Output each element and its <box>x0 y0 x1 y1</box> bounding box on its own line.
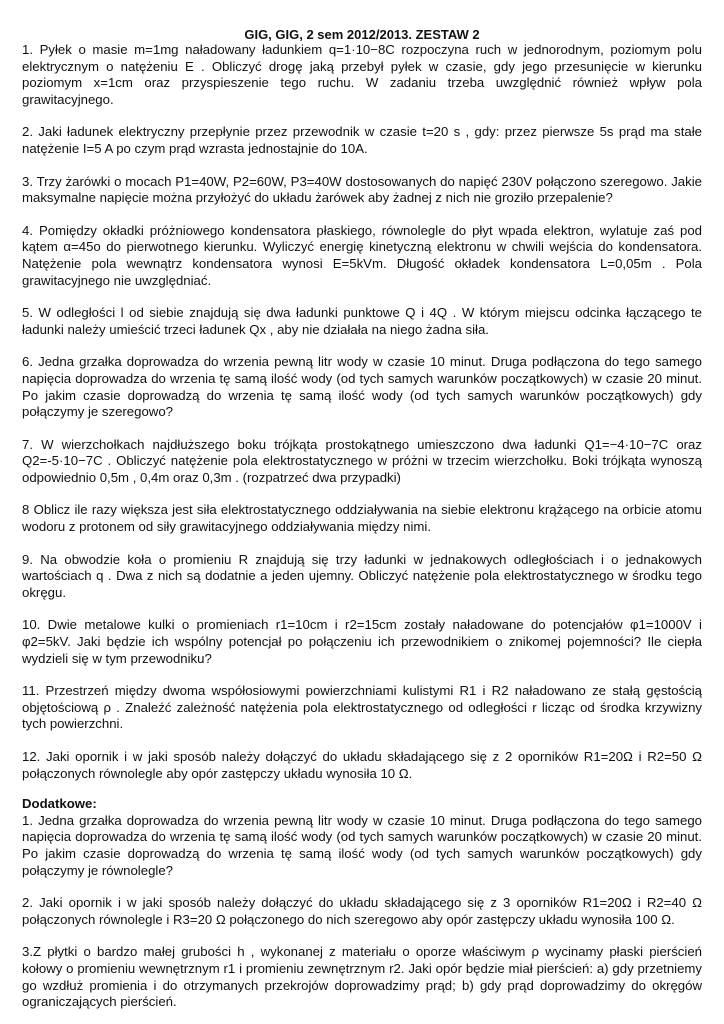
additional-problem-3: 3.Z płytki o bardzo małej grubości h , wykonanej z materiału o oporze właściwym ρ wycinamy płaski pierścień kołowy o promieniu wewnętrznym r1 i promieniu zewnętrznym r2. Jaki opór będzie miał pierścień: a) gdy przetniemy go wzdłuż promienia i do otrzymanych przekrojów doprowadzimy prąd; b) gdy prąd doprowadzimy do okręgów ograniczających pierścień. <box>22 944 702 1010</box>
problem-3: 3. Trzy żarówki o mocach P1=40W, P2=60W, P3=40W dostosowanych do napięć 230V połączono szeregowo. Jakie maksymalne napięcie można przyłożyć do układu żarówek aby żadnej z nich nie groziło przepalenie? <box>22 173 702 206</box>
problem-6: 6. Jedna grzałka doprowadza do wrzenia pewną litr wody w czasie 10 minut. Druga podłączona do tego samego napięcia doprowadza do wrzenia tę samą ilość wody (od tych samych warunków początkowych) w czasie 20 minut. Po jakim czasie doprowadzą do wrzenia tę samą ilość wody (od tych samych warunków początkowych) gdy połączymy je szeregowo? <box>22 354 702 420</box>
problem-11: 11. Przestrzeń między dwoma współosiowymi powierzchniami kulistymi R1 i R2 naładowano ze stałą gęstością objętościową ρ . Znaleźć zależność natężenia pola elektrostatycznego od odległości r licząc od środka krzywizny tych powierzchni. <box>22 683 702 732</box>
problem-10: 10. Dwie metalowe kulki o promieniach r1=10cm i r2=15cm zostały naładowane do potencjałów φ1=1000V i φ2=5kV. Jaki będzie ich wspólny potencjał po połączeniu ich przewodnikiem o znikomej pojemności? Ile ciepła wydzieli się w tym przewodniku? <box>22 617 702 666</box>
problem-2: 2. Jaki ładunek elektryczny przepłynie przez przewodnik w czasie t=20 s , gdy: przez pierwsze 5s prąd ma stałe natężenie I=5 A po czym prąd wzrasta jednostajnie do 10A. <box>22 124 702 156</box>
additional-section <box>22 796 702 1011</box>
additional-heading: Dodatkowe: <box>22 796 97 812</box>
additional-problem-1: 1. Jedna grzałka doprowadza do wrzenia pewną litr wody w czasie 10 minut. Druga podłączona do tego samego napięcia doprowadza do wrzenia tę samą ilość wody (od tych samych warunków początkowych) w czasie 20 minut. Po jakim czasie doprowadzą do wrzenia tę samą ilość wody (od tych samych warunków początkowych) gdy połączymy je równolegle? <box>22 812 702 878</box>
problem-5: 5. W odległości l od siebie znajdują się dwa ładunki punktowe Q i 4Q . W którym miejscu odcinka łączącego te ładunki należy umieścić trzeci ładunek Qx , aby nie działała na niego żadna siła. <box>22 305 702 337</box>
additional-problem-2: 2. Jaki opornik i w jaki sposób należy dołączyć do układu składającego się z 3 oporników R1=20Ω i R2=40 Ω połączonych równolegle i R3=20 Ω połączonego do nich szeregowo aby opór zastępczy układu wynosiła 100 Ω. <box>22 895 702 927</box>
problem-7: 7. W wierzchołkach najdłuższego boku trójkąta prostokątnego umieszczono dwa ładunki Q1=−4·10−7C oraz Q2=-5·10−7C . Obliczyć natężenie pola elektrostatycznego w próżni w trzecim wierzchołku. Boki trójkąta wynoszą odpowiednio 0,5m , 0,4m oraz 0,3m . (rozpatrzeć dwa przypadki) <box>22 436 702 485</box>
problem-8: 8 Oblicz ile razy większa jest siła elektrostatycznego oddziaływania na siebie elektronu krążącego na orbicie atomu wodoru z protonem od siły grawitacyjnego oddziaływania między nimi. <box>22 502 702 535</box>
problem-9: 9. Na obwodzie koła o promieniu R znajdują się trzy ładunki w jednakowych odległościach i o jednakowych wartościach q . Dwa z nich są dodatnie a jeden ujemny. Obliczyć natężenie pola elektrostatycznego w środku tego okręgu. <box>22 551 702 600</box>
problem-list <box>22 42 702 782</box>
problem-1: 1. Pyłek o masie m=1mg naładowany ładunkiem q=1·10−8C rozpoczyna ruch w jednorodnym, poziomym polu elektrycznym o natężeniu E . Obliczyć drogę jaką przebył pyłek w czasie, gdy jego przesunięcie w kierunku poziomym x=1cm oraz przyspieszenie tego ruchu. W zadaniu trzeba uwzględnić również wpływ pola grawitacyjnego. <box>22 42 702 107</box>
document-title: GIG, GIG, 2 sem 2012/2013. ZESTAW 2 <box>244 27 480 42</box>
problem-4: 4. Pomiędzy okładki próżniowego kondensatora płaskiego, równolegle do płyt wpada elektron, wylatuje zaś pod kątem α=45o do pierwotnego kierunku. Wyliczyć energię kinetyczną elektronu w chwili wejścia do kondensatora. Natężenie pola wewnątrz kondensatora wynosi E=5kVm. Długość okładek kondensatora L=0,05m . Pola grawitacyjnego nie uwzględniać. <box>22 222 702 288</box>
problem-12: 12. Jaki opornik i w jaki sposób należy dołączyć do układu składającego się z 2 oporników R1=20Ω i R2=50 Ω połączonych równolegle aby opór zastępczy układu wynosiła 10 Ω. <box>22 749 702 781</box>
